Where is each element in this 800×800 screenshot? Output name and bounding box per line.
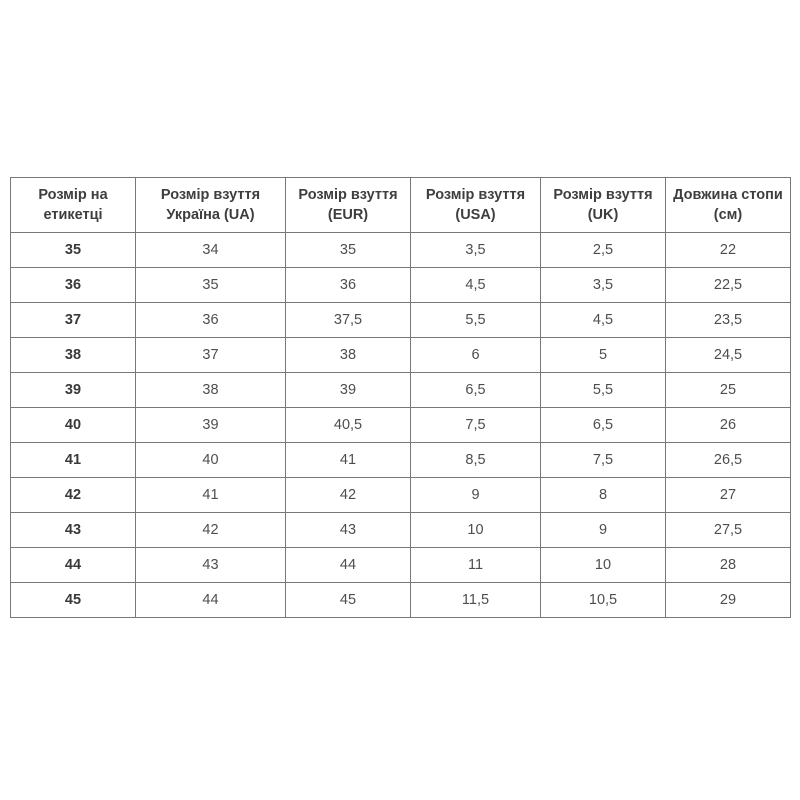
size-value-cell: 43 [136,548,286,583]
table-row [11,268,791,303]
header-usa-size: Розмір взуття (USA) [411,178,541,233]
size-value-cell: 6,5 [541,408,666,443]
size-value-cell: 35 [136,268,286,303]
label-size-cell: 41 [11,443,136,478]
label-size-cell: 39 [11,373,136,408]
size-value-cell: 26,5 [666,443,791,478]
size-value-cell: 27 [666,478,791,513]
size-value-cell: 11 [411,548,541,583]
label-size-cell: 45 [11,583,136,618]
size-value-cell: 41 [136,478,286,513]
size-value-cell: 7,5 [411,408,541,443]
size-value-cell: 40,5 [286,408,411,443]
size-value-cell: 35 [286,233,411,268]
size-value-cell: 29 [666,583,791,618]
table-row [11,513,791,548]
size-value-cell: 8,5 [411,443,541,478]
table-row [11,338,791,373]
table-row [11,233,791,268]
label-size-cell: 36 [11,268,136,303]
size-value-cell: 38 [286,338,411,373]
size-value-cell: 8 [541,478,666,513]
table-row [11,548,791,583]
header-row [11,178,791,233]
table-row [11,373,791,408]
size-value-cell: 5,5 [411,303,541,338]
size-value-cell: 4,5 [411,268,541,303]
label-size-cell: 38 [11,338,136,373]
size-value-cell: 7,5 [541,443,666,478]
size-value-cell: 43 [286,513,411,548]
header-label-size: Розмір на етикетці [11,178,136,233]
size-value-cell: 24,5 [666,338,791,373]
size-value-cell: 34 [136,233,286,268]
table-row [11,583,791,618]
size-value-cell: 3,5 [541,268,666,303]
size-conversion-table [10,177,791,618]
size-value-cell: 44 [136,583,286,618]
header-eur-size: Розмір взуття (EUR) [286,178,411,233]
label-size-cell: 40 [11,408,136,443]
size-value-cell: 2,5 [541,233,666,268]
size-value-cell: 22,5 [666,268,791,303]
header-uk-size: Розмір взуття (UK) [541,178,666,233]
size-value-cell: 3,5 [411,233,541,268]
size-value-cell: 39 [286,373,411,408]
size-value-cell: 27,5 [666,513,791,548]
table-row [11,478,791,513]
size-value-cell: 28 [666,548,791,583]
table-row [11,408,791,443]
size-value-cell: 40 [136,443,286,478]
size-value-cell: 9 [411,478,541,513]
header-ua-size: Розмір взуття Україна (UA) [136,178,286,233]
size-value-cell: 26 [666,408,791,443]
size-value-cell: 36 [286,268,411,303]
size-value-cell: 4,5 [541,303,666,338]
size-value-cell: 37,5 [286,303,411,338]
size-value-cell: 36 [136,303,286,338]
size-value-cell: 6 [411,338,541,373]
table-row [11,303,791,338]
size-value-cell: 41 [286,443,411,478]
size-value-cell: 6,5 [411,373,541,408]
label-size-cell: 43 [11,513,136,548]
size-value-cell: 37 [136,338,286,373]
size-value-cell: 10,5 [541,583,666,618]
size-table-body [11,233,791,618]
size-value-cell: 11,5 [411,583,541,618]
size-value-cell: 10 [541,548,666,583]
size-value-cell: 42 [136,513,286,548]
size-value-cell: 23,5 [666,303,791,338]
size-table-header [11,178,791,233]
header-foot-length: Довжина стопи (см) [666,178,791,233]
size-value-cell: 9 [541,513,666,548]
size-value-cell: 5,5 [541,373,666,408]
size-value-cell: 5 [541,338,666,373]
size-table-wrapper [10,177,790,618]
size-value-cell: 45 [286,583,411,618]
size-value-cell: 44 [286,548,411,583]
size-value-cell: 42 [286,478,411,513]
label-size-cell: 35 [11,233,136,268]
label-size-cell: 44 [11,548,136,583]
label-size-cell: 42 [11,478,136,513]
size-value-cell: 39 [136,408,286,443]
label-size-cell: 37 [11,303,136,338]
size-value-cell: 10 [411,513,541,548]
size-value-cell: 25 [666,373,791,408]
size-value-cell: 38 [136,373,286,408]
table-row [11,443,791,478]
size-value-cell: 22 [666,233,791,268]
